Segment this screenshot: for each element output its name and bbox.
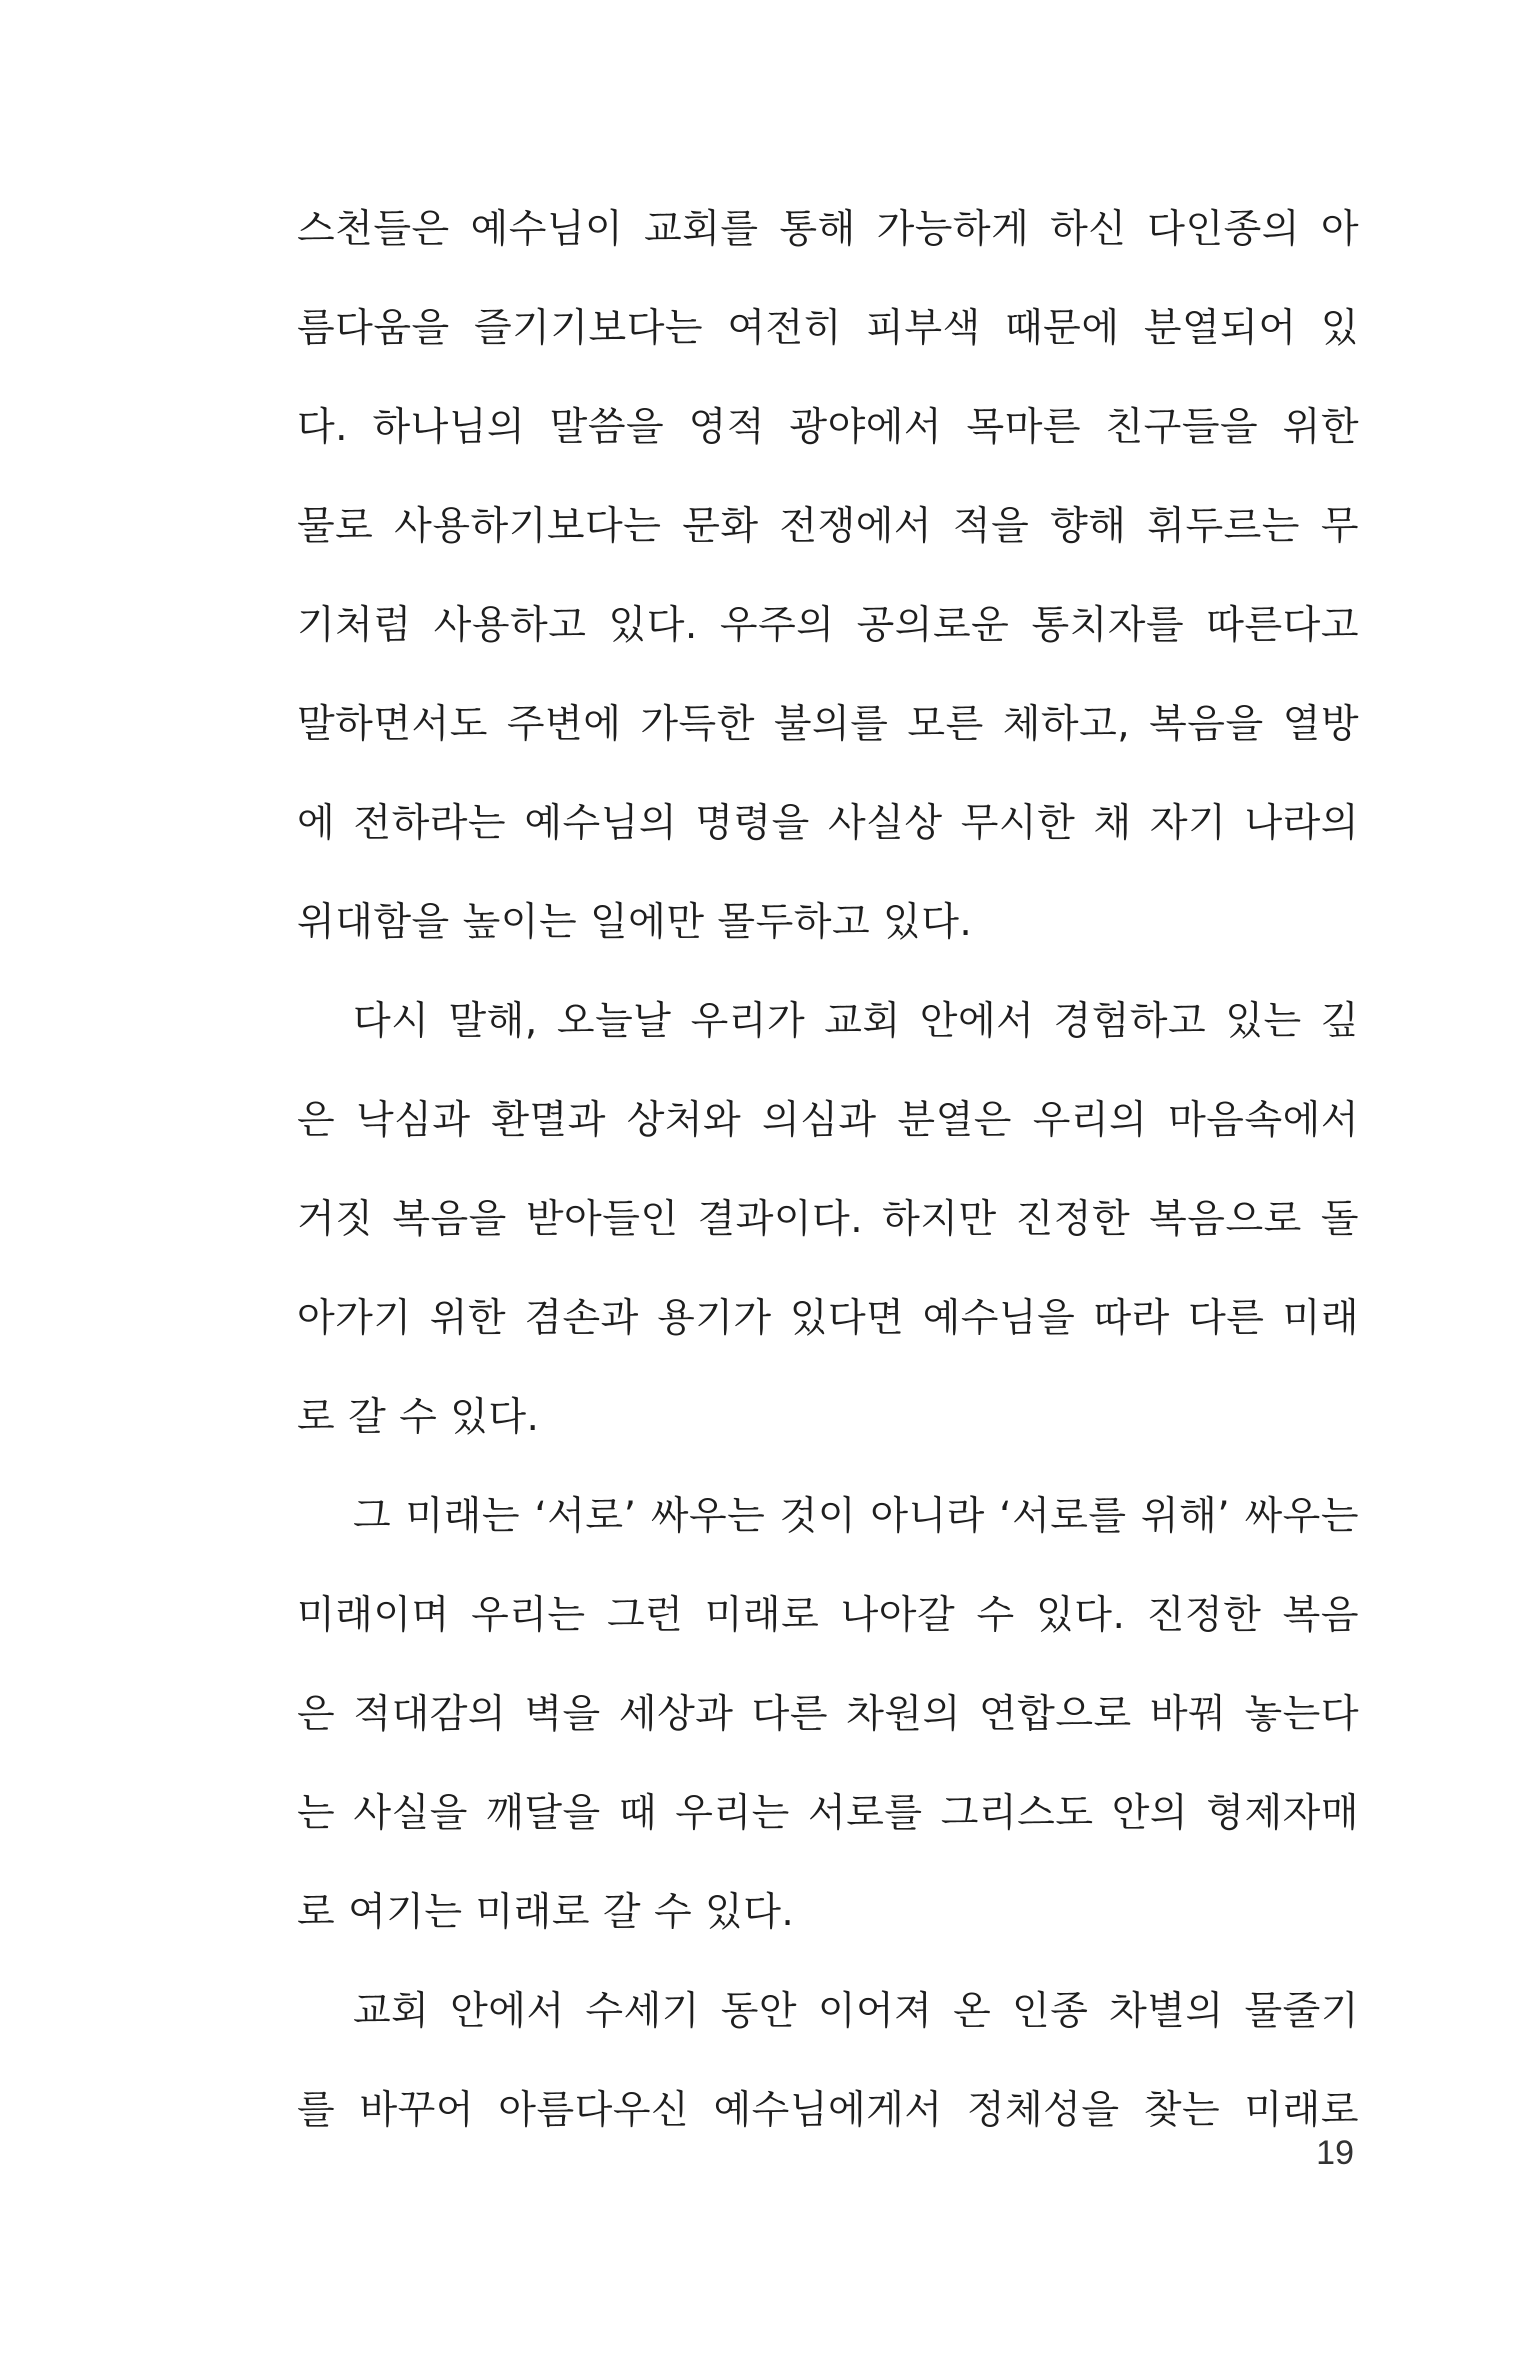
text-line: 기처럼 사용하고 있다. 우주의 공의로운 통치자를 따른다고 [297,603,1359,648]
text-line: 는 사실을 깨달을 때 우리는 서로를 그리스도 안의 형제자매 [297,1791,1359,1836]
text-line: 로 갈 수 있다. [297,1395,540,1440]
text-line: 를 바꾸어 아름다우신 예수님에게서 정체성을 찾는 미래로 [297,2088,1359,2133]
text-line: 미래이며 우리는 그런 미래로 나아갈 수 있다. 진정한 복음 [297,1593,1359,1638]
paragraph-first-line: 다시 말해, 오늘날 우리가 교회 안에서 경험하고 있는 깊 [353,999,1359,1044]
text-line: 아가기 위한 겸손과 용기가 있다면 예수님을 따라 다른 미래 [297,1296,1359,1341]
text-line: 은 낙심과 환멸과 상처와 의심과 분열은 우리의 마음속에서 [297,1098,1359,1143]
text-line: 름다움을 즐기기보다는 여전히 피부색 때문에 분열되어 있 [297,306,1359,351]
text-line: 물로 사용하기보다는 문화 전쟁에서 적을 향해 휘두르는 무 [297,504,1359,549]
text-line: 스천들은 예수님이 교회를 통해 가능하게 하신 다인종의 아 [297,207,1359,252]
text-line: 위대함을 높이는 일에만 몰두하고 있다. [297,900,973,945]
text-line: 에 전하라는 예수님의 명령을 사실상 무시한 채 자기 나라의 [297,801,1359,846]
text-line: 거짓 복음을 받아들인 결과이다. 하지만 진정한 복음으로 돌 [297,1197,1359,1242]
body-text [297,180,1359,2160]
text-line: 로 여기는 미래로 갈 수 있다. [297,1890,795,1935]
text-line: 은 적대감의 벽을 세상과 다른 차원의 연합으로 바꿔 놓는다 [297,1692,1359,1737]
text-line: 말하면서도 주변에 가득한 불의를 모른 체하고, 복음을 열방 [297,702,1359,747]
page-number: 19 [1316,2134,1354,2172]
text-line: 다. 하나님의 말씀을 영적 광야에서 목마른 친구들을 위한 [297,405,1359,450]
paragraph-first-line: 교회 안에서 수세기 동안 이어져 온 인종 차별의 물줄기 [353,1989,1359,2034]
paragraph-first-line: 그 미래는 ‘서로’ 싸우는 것이 아니라 ‘서로를 위해’ 싸우는 [353,1494,1359,1539]
